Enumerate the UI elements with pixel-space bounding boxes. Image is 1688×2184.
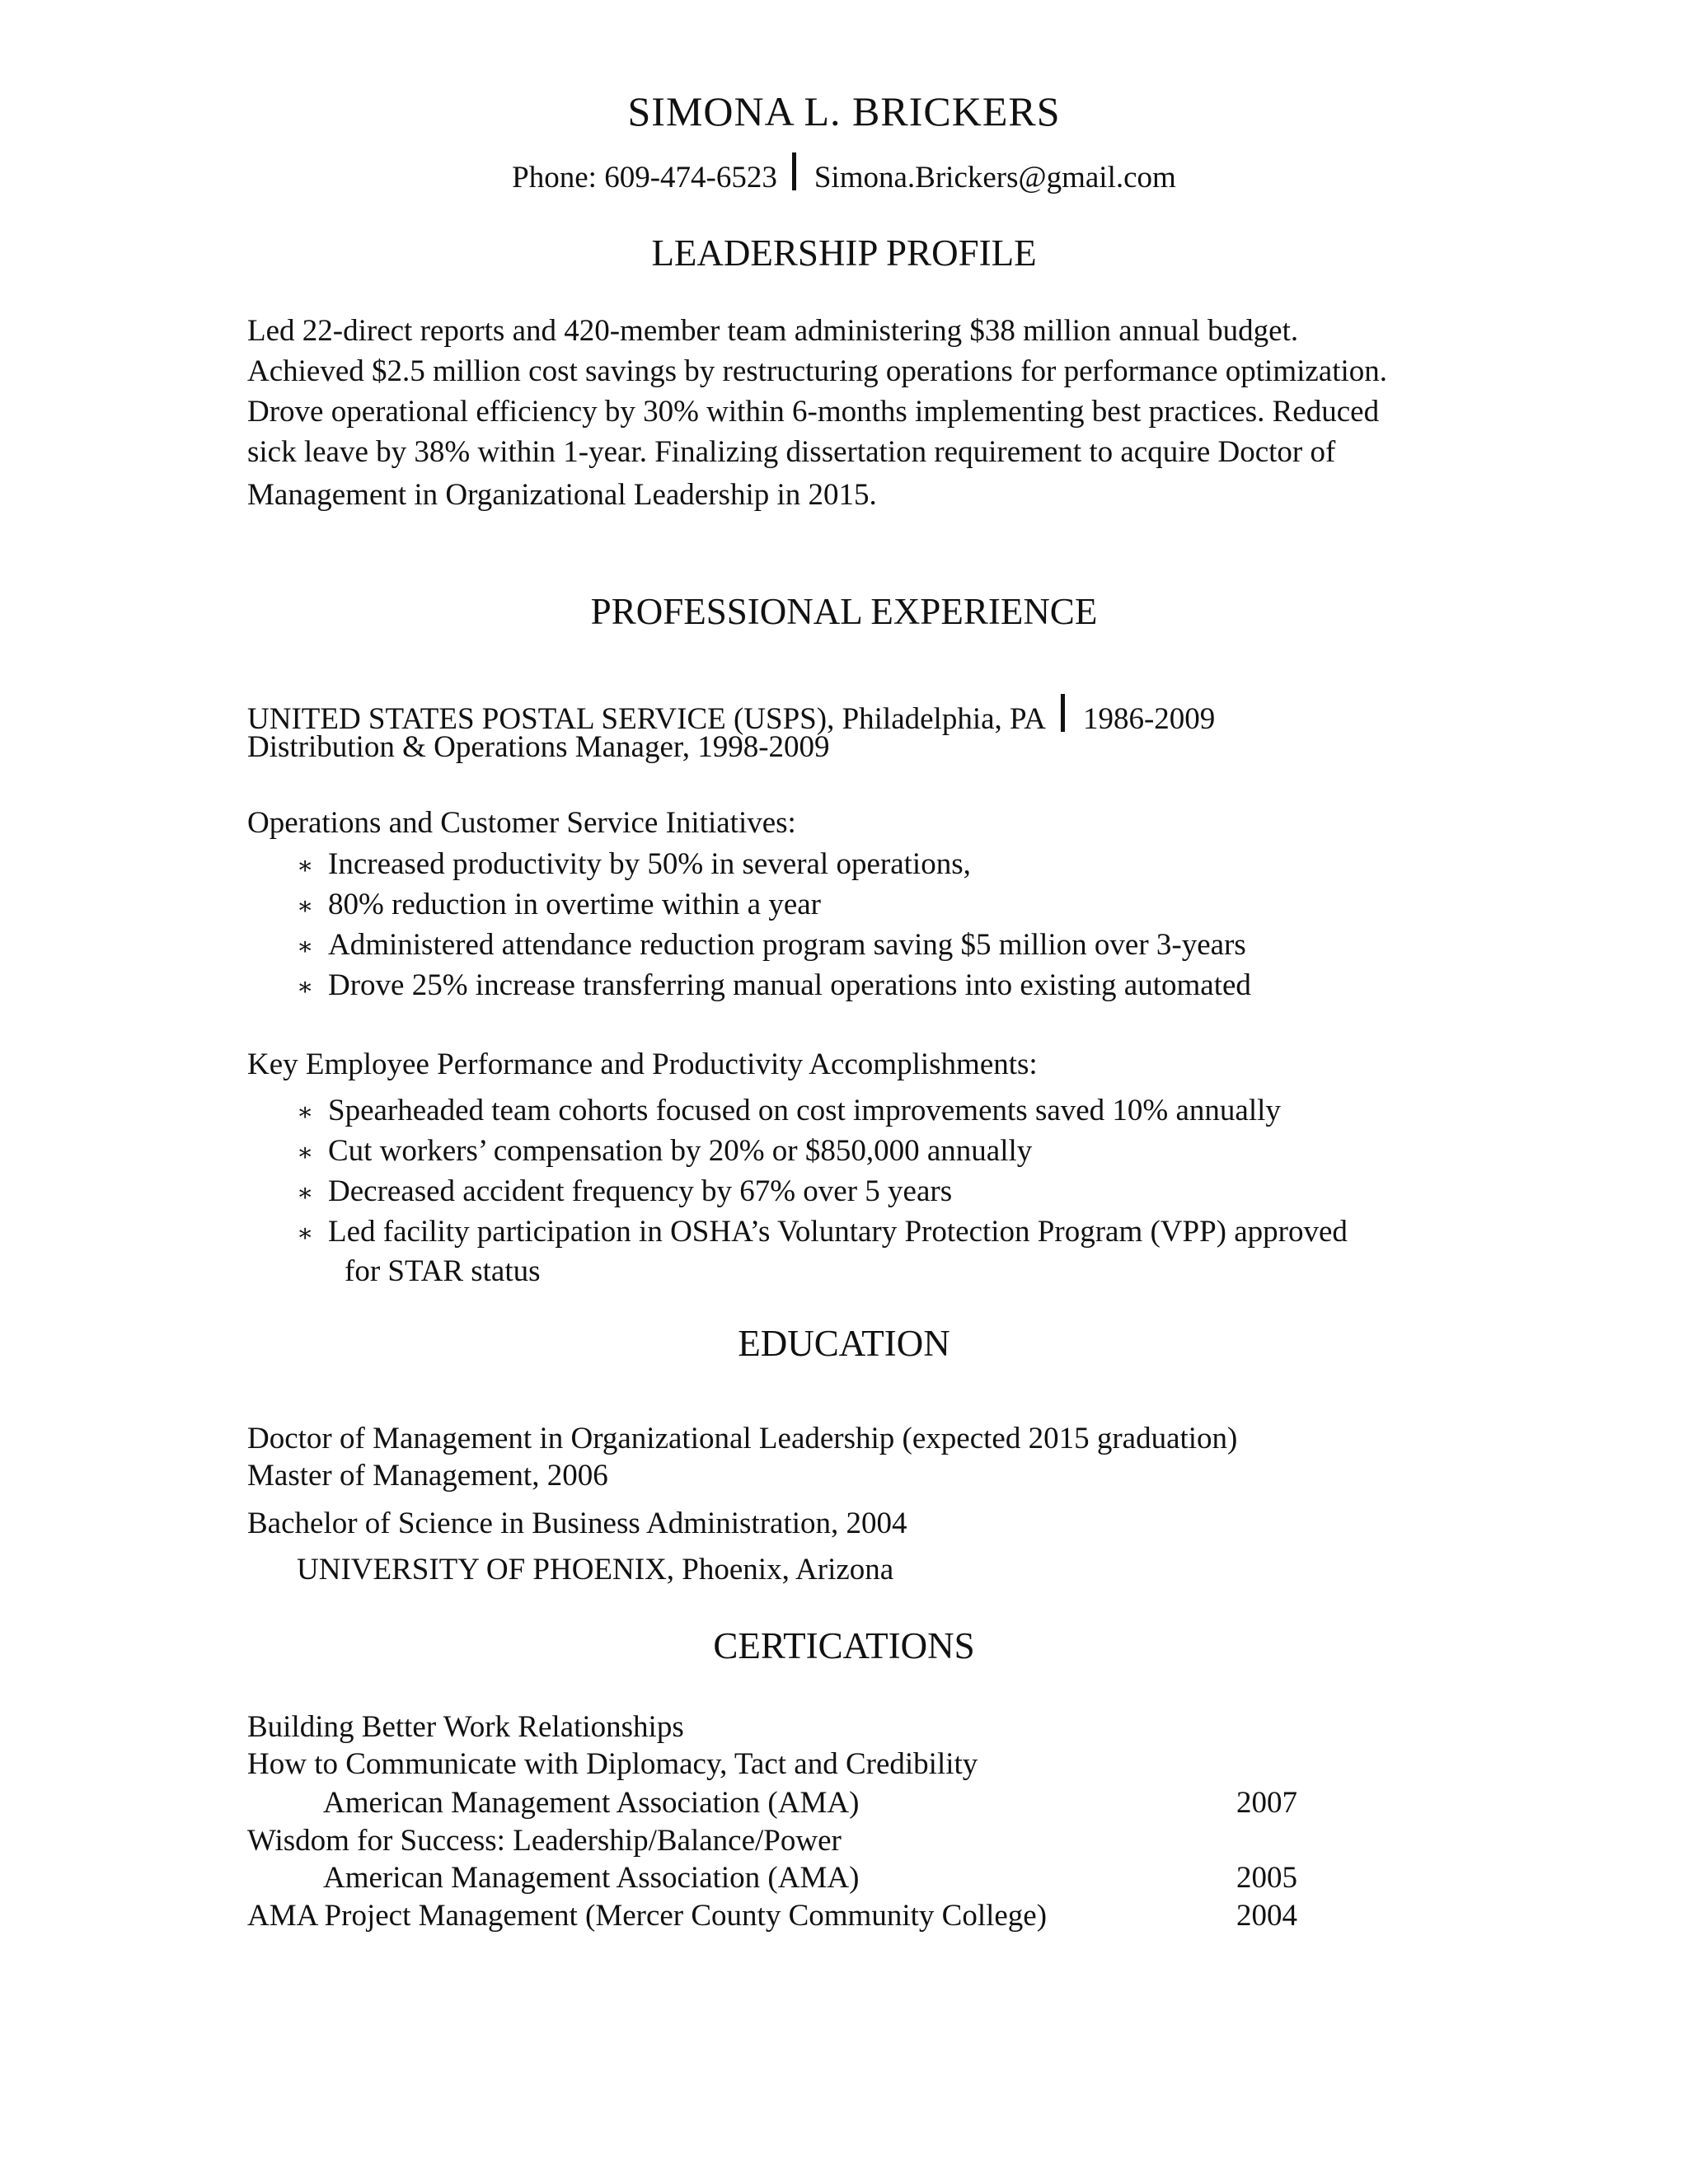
employer-name: UNITED STATES POSTAL SERVICE (USPS), Philadelphia, PA [247,702,1046,736]
certification-provider: American Management Association (AMA) [323,1786,860,1820]
degree-line: Master of Management, 2006 [247,1459,608,1493]
bullet-item: Spearheaded team cohorts focused on cost improvements saved 10% annually [328,1094,1281,1127]
bullet-item: Cut workers’ compensation by 20% or $850,000 annually [328,1134,1033,1168]
resume-name: SIMONA L. BRICKERS [627,88,1061,134]
profile-line: Management in Organizational Leadership in 2015. [247,478,877,512]
certification-item: Wisdom for Success: Leadership/Balance/Power [247,1824,842,1858]
certification-item: AMA Project Management (Mercer County Community College) [247,1899,1048,1933]
email-address[interactable]: Simona.Brickers@gmail.com [814,161,1176,194]
bullet-icon: ∗ [297,893,314,920]
certification-item: Building Better Work Relationships [247,1710,684,1744]
certification-year: 2005 [1236,1861,1297,1895]
certification-provider: American Management Association (AMA) [323,1861,860,1895]
employer-dates: 1986-2009 [1082,702,1216,736]
certification-year: 2004 [1236,1899,1297,1933]
leadership-profile-heading: LEADERSHIP PROFILE [651,232,1037,274]
bullet-icon: ∗ [297,973,314,1001]
separator-bar [1061,694,1065,732]
bullet-item: Led facility participation in OSHA’s Voluntary Protection Program (VPP) approved [328,1215,1348,1249]
position-title: Distribution & Operations Manager, 1998-2009 [247,730,830,764]
bullet-item: Drove 25% increase transferring manual operations into existing automated [328,968,1251,1002]
professional-experience-heading: PROFESSIONAL EXPERIENCE [590,591,1098,632]
bullet-icon: ∗ [297,1139,314,1166]
bullet-item: Administered attendance reduction program saving $5 million over 3-years [328,928,1246,962]
contact-line [0,152,1688,193]
bullet-item: Increased productivity by 50% in several operations, [328,847,971,881]
university-line: UNIVERSITY OF PHOENIX, Phoenix, Arizona [297,1553,894,1586]
education-heading: EDUCATION [738,1323,950,1364]
profile-line: Drove operational efficiency by 30% within 6-months implementing best practices. Reduced [247,395,1380,429]
bullet-icon: ∗ [297,1179,314,1207]
profile-line: Led 22-direct reports and 420-member team administering $38 million annual budget. [247,314,1299,348]
degree-line: Bachelor of Science in Business Administration, 2004 [247,1507,907,1540]
phone-number: Phone: 609-474-6523 [512,161,777,194]
bullet-icon: ∗ [297,1220,314,1247]
bullet-item-continuation: for STAR status [345,1254,541,1288]
bullet-icon: ∗ [297,1099,314,1126]
bullet-icon: ∗ [297,852,314,879]
certifications-heading: CERTICATIONS [713,1625,975,1666]
profile-line: sick leave by 38% within 1-year. Finalizing dissertation requirement to acquire Doctor of [247,435,1336,469]
bullet-item: Decreased accident frequency by 67% over 5 years [328,1174,953,1208]
bullet-item: 80% reduction in overtime within a year [328,888,821,921]
group-title: Operations and Customer Service Initiatives: [247,806,796,840]
certification-item: How to Communicate with Diplomacy, Tact and Credibility [247,1747,978,1781]
degree-line: Doctor of Management in Organizational Leadership (expected 2015 graduation) [247,1422,1238,1455]
bullet-icon: ∗ [297,933,314,960]
group-title: Key Employee Performance and Productivity Accomplishments: [247,1047,1038,1081]
certification-year: 2007 [1236,1786,1297,1820]
employer-line [247,694,1215,734]
profile-line: Achieved $2.5 million cost savings by restructuring operations for performance optimization. [247,354,1388,388]
separator-bar [792,152,796,190]
